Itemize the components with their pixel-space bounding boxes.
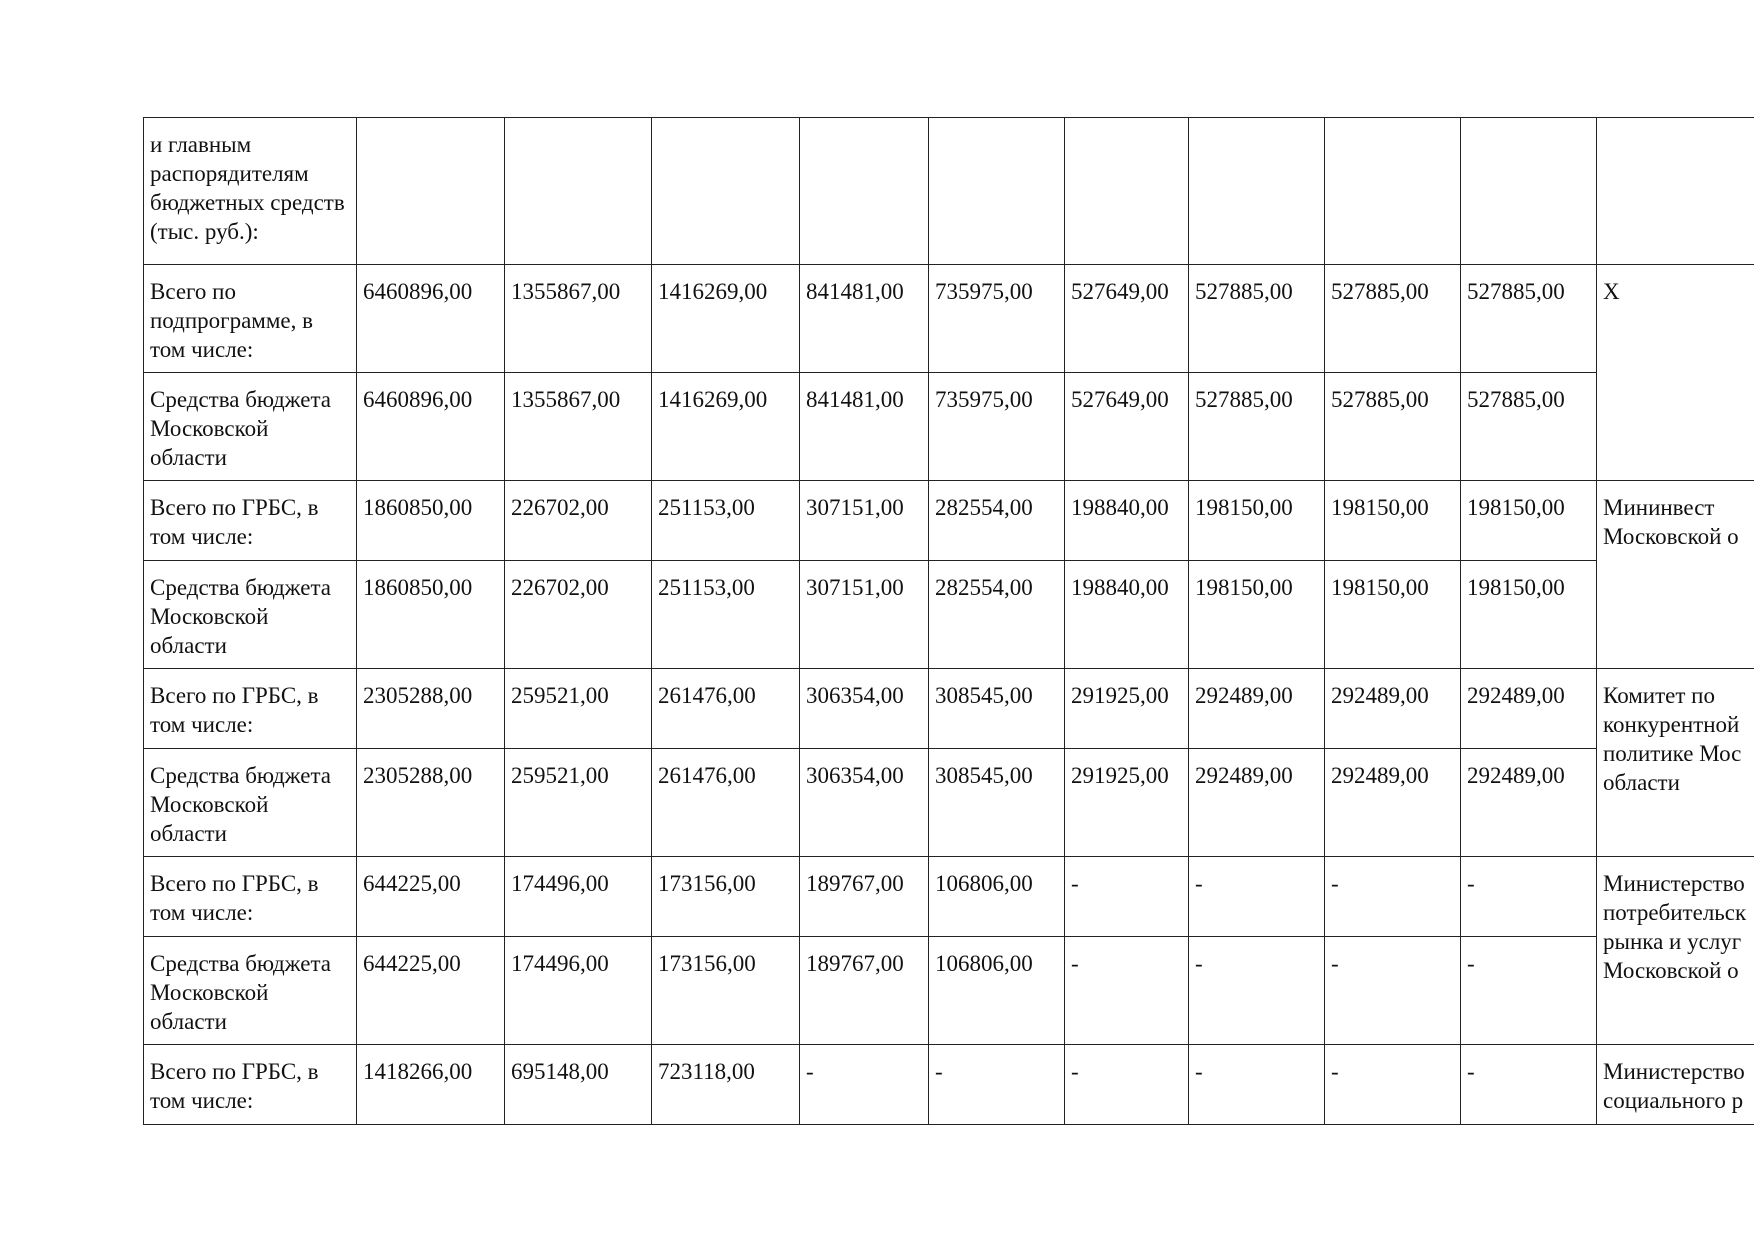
table-row: [144, 561, 1754, 669]
value-cell: 1860850,00: [357, 561, 505, 669]
responsible-cell: [1597, 265, 1754, 481]
row-label-cell: Всего по ГРБС, в том числе:: [144, 1045, 357, 1125]
empty-cell: [652, 118, 800, 265]
value-cell: 1860850,00: [357, 481, 505, 561]
value-cell: 226702,00: [505, 481, 652, 561]
responsible-line: области: [1603, 770, 1680, 795]
value-cell: 695148,00: [505, 1045, 652, 1125]
value-cell: 841481,00: [800, 265, 929, 373]
value-cell: 292489,00: [1189, 749, 1325, 857]
responsible-cell: [1597, 1045, 1754, 1125]
row-label-cell: Средства бюджета Московской области: [144, 749, 357, 857]
value-cell: 1416269,00: [652, 373, 800, 481]
value-cell: -: [1065, 937, 1189, 1045]
value-cell: 198150,00: [1325, 561, 1461, 669]
row-label-cell: Всего по ГРБС, в том числе:: [144, 481, 357, 561]
responsible-line: Комитет по: [1603, 683, 1715, 708]
value-cell: 173156,00: [652, 937, 800, 1045]
value-cell: 174496,00: [505, 937, 652, 1045]
value-cell: 198150,00: [1461, 561, 1597, 669]
value-cell: 174496,00: [505, 857, 652, 937]
value-cell: 527885,00: [1461, 265, 1597, 373]
value-cell: 106806,00: [929, 937, 1065, 1045]
value-cell: -: [1325, 857, 1461, 937]
empty-cell: [1189, 118, 1325, 265]
value-cell: 527885,00: [1189, 373, 1325, 481]
value-cell: -: [1461, 937, 1597, 1045]
table-row: [144, 749, 1754, 857]
value-cell: 291925,00: [1065, 749, 1189, 857]
value-cell: 307151,00: [800, 561, 929, 669]
value-cell: -: [1065, 857, 1189, 937]
table-row: [144, 481, 1754, 561]
value-cell: 2305288,00: [357, 669, 505, 749]
empty-cell: [505, 118, 652, 265]
value-cell: 2305288,00: [357, 749, 505, 857]
value-cell: 173156,00: [652, 857, 800, 937]
empty-cell: [357, 118, 505, 265]
row-label-cell: Средства бюджета Московской области: [144, 373, 357, 481]
value-cell: 198840,00: [1065, 481, 1189, 561]
table-row: [144, 937, 1754, 1045]
value-cell: 282554,00: [929, 561, 1065, 669]
value-cell: 189767,00: [800, 937, 929, 1045]
value-cell: 198150,00: [1461, 481, 1597, 561]
value-cell: 527885,00: [1189, 265, 1325, 373]
value-cell: 259521,00: [505, 749, 652, 857]
table-row: [144, 857, 1754, 937]
responsible-line: Министерство: [1603, 1059, 1745, 1084]
header-label-cell: и главным распорядителям бюджетных средств (тыс. руб.):: [144, 118, 357, 265]
row-label-cell: Средства бюджета Московской области: [144, 937, 357, 1045]
value-cell: 292489,00: [1325, 669, 1461, 749]
value-cell: 306354,00: [800, 669, 929, 749]
responsible-cell: [1597, 669, 1754, 857]
value-cell: 1355867,00: [505, 373, 652, 481]
responsible-cell: [1597, 481, 1754, 669]
value-cell: 251153,00: [652, 481, 800, 561]
value-cell: 527885,00: [1461, 373, 1597, 481]
value-cell: 644225,00: [357, 857, 505, 937]
value-cell: 723118,00: [652, 1045, 800, 1125]
value-cell: 259521,00: [505, 669, 652, 749]
responsible-line: политике Мос: [1603, 741, 1742, 766]
value-cell: 189767,00: [800, 857, 929, 937]
value-cell: 644225,00: [357, 937, 505, 1045]
row-label-cell: Всего по подпрограмме, в том числе:: [144, 265, 357, 373]
budget-table: [143, 117, 1754, 1125]
value-cell: 527649,00: [1065, 265, 1189, 373]
empty-cell: [1325, 118, 1461, 265]
value-cell: -: [1189, 1045, 1325, 1125]
value-cell: 198150,00: [1325, 481, 1461, 561]
value-cell: 261476,00: [652, 749, 800, 857]
value-cell: 307151,00: [800, 481, 929, 561]
value-cell: 226702,00: [505, 561, 652, 669]
responsible-line: Х: [1603, 279, 1620, 304]
value-cell: 6460896,00: [357, 265, 505, 373]
table-header-row: [144, 118, 1754, 265]
responsible-line: рынка и услуг: [1603, 929, 1742, 954]
value-cell: 841481,00: [800, 373, 929, 481]
responsible-line: социального р: [1603, 1088, 1744, 1113]
row-label-cell: Всего по ГРБС, в том числе:: [144, 857, 357, 937]
value-cell: -: [1189, 937, 1325, 1045]
value-cell: -: [1325, 937, 1461, 1045]
value-cell: 251153,00: [652, 561, 800, 669]
value-cell: 306354,00: [800, 749, 929, 857]
empty-cell: [1065, 118, 1189, 265]
value-cell: 198840,00: [1065, 561, 1189, 669]
value-cell: 735975,00: [929, 373, 1065, 481]
value-cell: 527649,00: [1065, 373, 1189, 481]
value-cell: -: [929, 1045, 1065, 1125]
responsible-line: Московской о: [1603, 524, 1739, 549]
value-cell: 292489,00: [1325, 749, 1461, 857]
value-cell: 292489,00: [1461, 749, 1597, 857]
value-cell: 198150,00: [1189, 481, 1325, 561]
responsible-line: Московской о: [1603, 958, 1739, 983]
value-cell: 292489,00: [1189, 669, 1325, 749]
value-cell: 282554,00: [929, 481, 1065, 561]
value-cell: -: [1461, 1045, 1597, 1125]
value-cell: 6460896,00: [357, 373, 505, 481]
value-cell: 527885,00: [1325, 373, 1461, 481]
value-cell: -: [800, 1045, 929, 1125]
empty-cell: [800, 118, 929, 265]
value-cell: 1355867,00: [505, 265, 652, 373]
value-cell: 308545,00: [929, 669, 1065, 749]
responsible-line: конкурентной: [1603, 712, 1740, 737]
responsible-line: Мининвест: [1603, 495, 1715, 520]
value-cell: 527885,00: [1325, 265, 1461, 373]
value-cell: -: [1065, 1045, 1189, 1125]
table-row: [144, 1045, 1754, 1125]
value-cell: -: [1189, 857, 1325, 937]
value-cell: 261476,00: [652, 669, 800, 749]
value-cell: 1418266,00: [357, 1045, 505, 1125]
table-row: [144, 373, 1754, 481]
empty-cell: [929, 118, 1065, 265]
value-cell: 198150,00: [1189, 561, 1325, 669]
value-cell: 1416269,00: [652, 265, 800, 373]
value-cell: 291925,00: [1065, 669, 1189, 749]
value-cell: -: [1325, 1045, 1461, 1125]
empty-cell: [1597, 118, 1754, 265]
value-cell: 292489,00: [1461, 669, 1597, 749]
row-label-cell: Всего по ГРБС, в том числе:: [144, 669, 357, 749]
empty-cell: [1461, 118, 1597, 265]
table-row: [144, 265, 1754, 373]
responsible-line: потребительск: [1603, 900, 1747, 925]
table-row: [144, 669, 1754, 749]
responsible-cell: [1597, 857, 1754, 1045]
value-cell: 735975,00: [929, 265, 1065, 373]
value-cell: 106806,00: [929, 857, 1065, 937]
responsible-line: Министерство: [1603, 871, 1745, 896]
value-cell: 308545,00: [929, 749, 1065, 857]
row-label-cell: Средства бюджета Московской области: [144, 561, 357, 669]
value-cell: -: [1461, 857, 1597, 937]
